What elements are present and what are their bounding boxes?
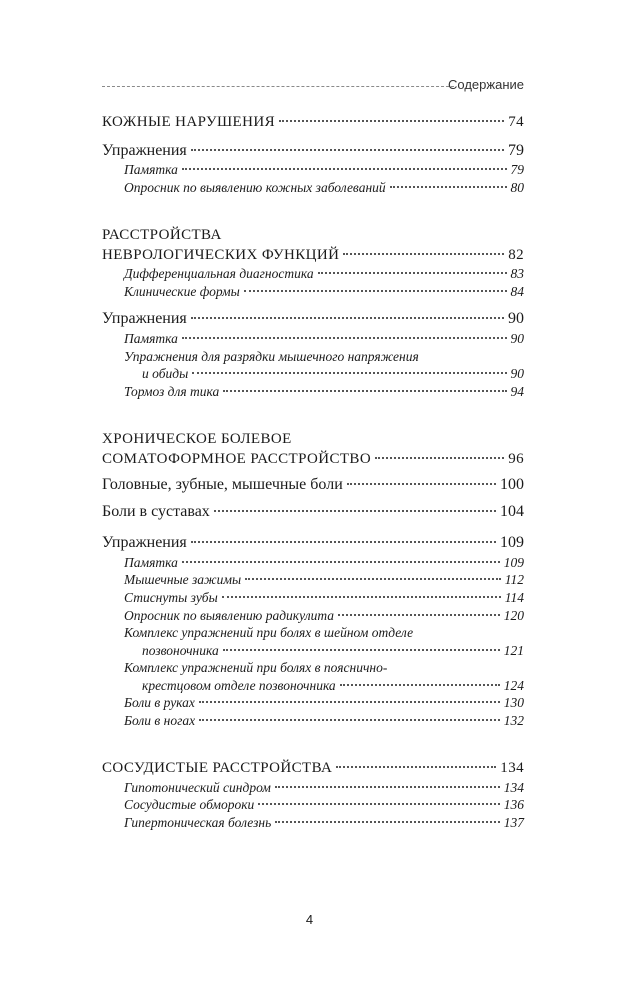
toc-subentry-line: Комплекс упражнений при болях в пояснично-: [124, 660, 388, 676]
dot-leader: [340, 684, 500, 686]
toc-label: Дифференциальная диагностика: [124, 266, 314, 282]
toc-page: 104: [500, 503, 524, 521]
dot-leader: [275, 786, 500, 788]
toc-label: СОСУДИСТЫЕ РАССТРОЙСТВА: [102, 760, 333, 777]
page-number: 4: [305, 912, 314, 927]
dot-leader: [375, 457, 504, 459]
toc-label: Памятка: [124, 554, 178, 570]
toc-subentry[interactable]: [102, 677, 524, 695]
dot-leader: [191, 149, 504, 151]
toc-subentry[interactable]: [102, 694, 524, 712]
toc-label: Памятка: [124, 331, 178, 347]
toc-chapter-line: ХРОНИЧЕСКОЕ БОЛЕВОЕ: [102, 431, 292, 448]
toc-page: 124: [503, 677, 524, 693]
toc-subentry[interactable]: [102, 365, 524, 383]
toc-entry[interactable]: [102, 502, 524, 523]
header-leader-line: [102, 86, 454, 87]
toc-page: 90: [510, 366, 524, 382]
toc-page: 90: [508, 310, 524, 328]
toc-page: 132: [503, 712, 524, 728]
dot-leader: [182, 168, 507, 170]
toc-subentry-line: Комплекс упражнений при болях в шейном отделе: [124, 625, 414, 641]
toc-subentry[interactable]: [102, 642, 524, 660]
dot-leader: [275, 821, 500, 823]
toc-label: и обиды: [142, 366, 189, 382]
toc-page: 134: [500, 760, 524, 777]
toc-page: 79: [508, 141, 524, 159]
toc-subentry[interactable]: [102, 779, 524, 797]
dot-leader: [244, 290, 507, 292]
toc-label: Памятка: [124, 162, 178, 178]
toc-page: 80: [510, 179, 524, 195]
toc-subentry-line: Упражнения для разрядки мышечного напряжения: [124, 348, 419, 364]
toc-page: 83: [510, 266, 524, 282]
toc-page: 134: [503, 779, 524, 795]
table-of-contents: [102, 113, 524, 831]
dot-leader: [223, 390, 506, 392]
dot-leader: [390, 186, 507, 188]
dot-leader: [258, 803, 499, 805]
toc-subentry[interactable]: [102, 814, 524, 832]
toc-entry[interactable]: [102, 141, 524, 162]
toc-page: 136: [503, 797, 524, 813]
toc-entry[interactable]: [102, 309, 524, 330]
running-header: [102, 75, 524, 95]
toc-chapter[interactable]: [102, 246, 524, 266]
toc-page: 109: [503, 554, 524, 570]
toc-page: 130: [503, 695, 524, 711]
toc-page: 84: [510, 283, 524, 299]
dot-leader: [191, 317, 504, 319]
dot-leader: [245, 578, 501, 580]
toc-page: 79: [510, 162, 524, 178]
toc-subentry[interactable]: [102, 571, 524, 589]
toc-label: Мышечные зажимы: [124, 572, 242, 588]
toc-label: Упражнения: [102, 141, 187, 159]
toc-label: Стиснуты зубы: [124, 589, 218, 605]
dot-leader: [336, 766, 496, 768]
dot-leader: [182, 337, 507, 339]
toc-chapter[interactable]: [102, 113, 524, 133]
dot-leader: [182, 561, 500, 563]
toc-subentry[interactable]: [102, 330, 524, 348]
toc-chapter[interactable]: [102, 759, 524, 779]
toc-subentry[interactable]: [102, 265, 524, 283]
toc-page: 109: [500, 534, 524, 552]
toc-label: Боли в суставах: [102, 503, 210, 521]
toc-label: Упражнения: [102, 534, 187, 552]
dot-leader: [343, 253, 504, 255]
toc-page: 137: [503, 814, 524, 830]
toc-label: Боли в ногах: [124, 712, 196, 728]
dot-leader: [191, 541, 496, 543]
toc-label: Гипотонический синдром: [124, 779, 271, 795]
toc-subentry[interactable]: [102, 796, 524, 814]
toc-label: Головные, зубные, мышечные боли: [102, 476, 343, 494]
header-title: Содержание: [448, 77, 524, 92]
toc-subentry[interactable]: [102, 589, 524, 607]
toc-label: Сосудистые обмороки: [124, 797, 255, 813]
toc-subentry[interactable]: [102, 383, 524, 401]
toc-label: Упражнения: [102, 310, 187, 328]
toc-chapter-line: РАССТРОЙСТВА: [102, 227, 222, 244]
toc-chapter[interactable]: [102, 450, 524, 470]
dot-leader: [347, 483, 496, 485]
toc-subentry[interactable]: [102, 179, 524, 197]
toc-page: 96: [508, 450, 524, 467]
dot-leader: [199, 719, 500, 721]
dot-leader: [279, 120, 504, 122]
toc-label: КОЖНЫЕ НАРУШЕНИЯ: [102, 114, 275, 130]
toc-label: Опросник по выявлению радикулита: [124, 607, 335, 623]
toc-page: 120: [503, 607, 524, 623]
dot-leader: [192, 372, 506, 374]
toc-subentry[interactable]: [102, 161, 524, 179]
dot-leader: [338, 614, 500, 616]
dot-leader: [214, 510, 496, 512]
toc-page: 74: [508, 114, 524, 130]
toc-label: Опросник по выявлению кожных заболеваний: [124, 179, 386, 195]
toc-label: позвоночника: [142, 642, 219, 658]
dot-leader: [222, 596, 501, 598]
toc-entry[interactable]: [102, 475, 524, 496]
toc-page: 82: [508, 246, 524, 263]
dot-leader: [223, 649, 500, 651]
toc-label: Боли в руках: [124, 695, 195, 711]
toc-label: крестцовом отделе позвоночника: [142, 677, 336, 693]
toc-label: Тормоз для тика: [124, 383, 220, 399]
dot-leader: [318, 272, 507, 274]
toc-page: 90: [510, 331, 524, 347]
toc-entry[interactable]: [102, 533, 524, 554]
toc-subentry[interactable]: [102, 607, 524, 625]
toc-subentry[interactable]: [102, 554, 524, 572]
toc-label: Гипертоническая болезнь: [124, 814, 272, 830]
toc-label: СОМАТОФОРМНОЕ РАССТРОЙСТВО: [102, 450, 372, 467]
toc-subentry[interactable]: [102, 712, 524, 730]
toc-label: НЕВРОЛОГИЧЕСКИХ ФУНКЦИЙ: [102, 246, 340, 263]
toc-page: 112: [504, 572, 524, 588]
toc-subentry[interactable]: [102, 283, 524, 301]
toc-label: Клинические формы: [124, 283, 240, 299]
toc-page: 100: [500, 476, 524, 494]
toc-page: 94: [510, 383, 524, 399]
toc-page: 121: [503, 642, 524, 658]
dot-leader: [199, 701, 500, 703]
toc-page: 114: [504, 589, 524, 605]
